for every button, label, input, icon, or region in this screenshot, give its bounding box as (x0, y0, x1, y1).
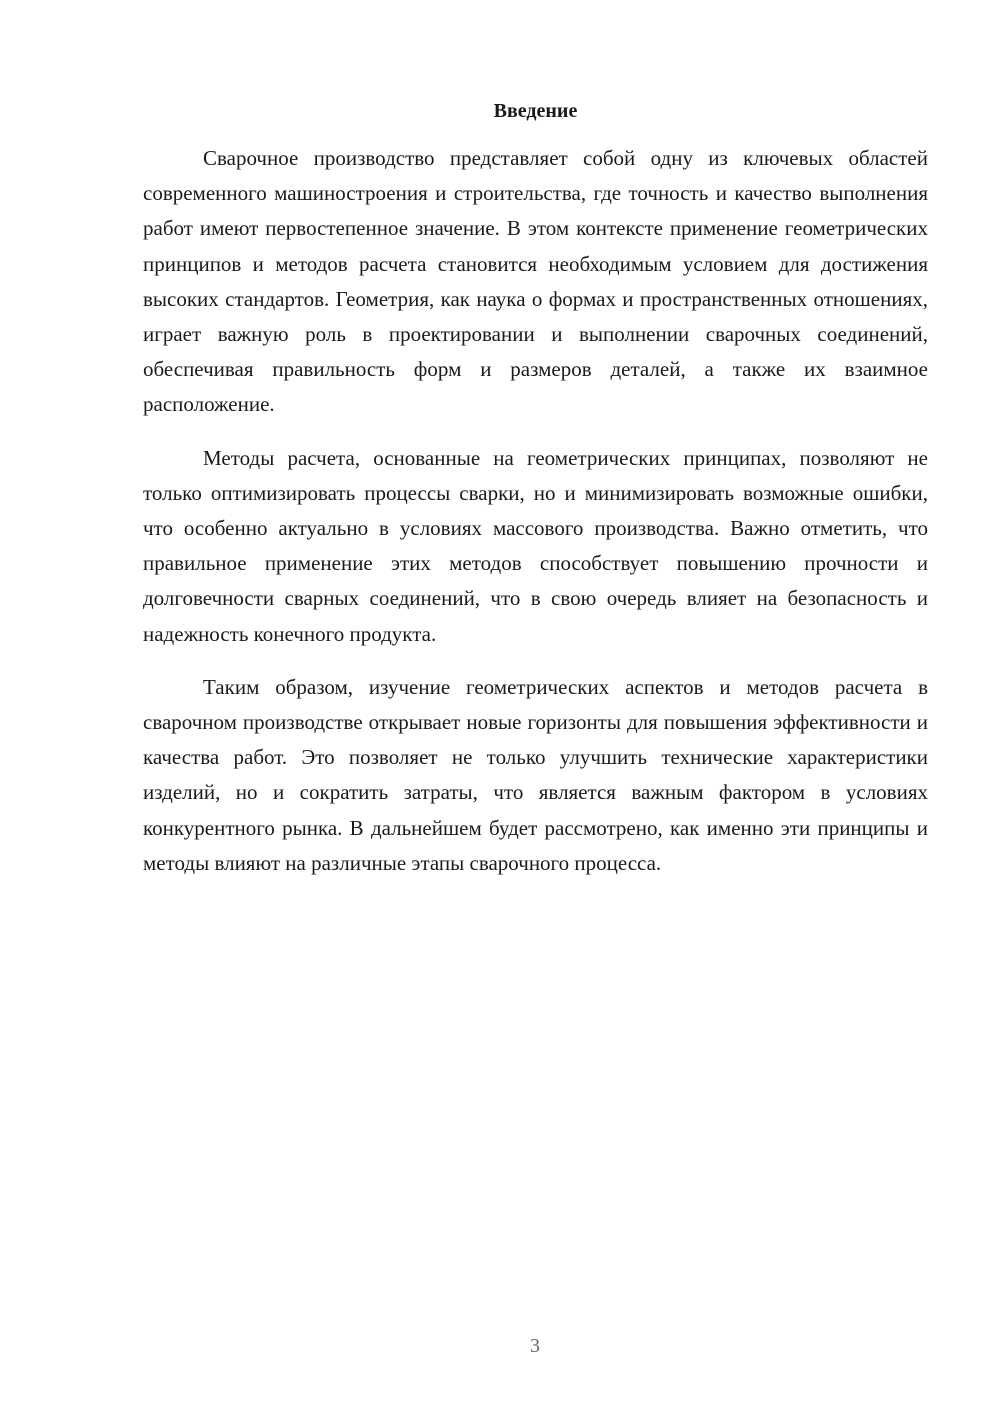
paragraph-1: Сварочное производство представляет собой одну из ключевых областей современного машиностроения и строительства, где точность и качество выполнения работ имеют первостепенное значение. В этом контексте применение геометрических принципов и методов расчета становится необходимым условием для достижения высоких стандартов. Геометрия, как наука о формах и пространственных отношениях, играет важную роль в проектировании и выполнении сварочных соединений, обеспечивая правильность форм и размеров деталей, а также их взаимное расположение. (143, 146, 928, 417)
body-text (143, 141, 928, 899)
section-heading: Введение (493, 100, 578, 122)
page-number: 3 (530, 1335, 540, 1357)
paragraph-3: Таким образом, изучение геометрических аспектов и методов расчета в сварочном производстве открывает новые горизонты для повышения эффективности и качества работ. Это позволяет не только улучшить технические характеристики изделий, но и сократить затраты, что является важным фактором в условиях конкурентного рынка. В дальнейшем будет рассмотрено, как именно эти принципы и методы влияют на различные этапы сварочного процесса. (143, 674, 928, 875)
paragraph-2: Методы расчета, основанные на геометрических принципах, позволяют не только оптимизировать процессы сварки, но и минимизировать возможные ошибки, что особенно актуально в условиях массового производства. Важно отметить, что правильное применение этих методов способствует повышению прочности и долговечности сварных соединений, что в свою очередь влияет на безопасность и надежность конечного продукта. (143, 445, 928, 646)
